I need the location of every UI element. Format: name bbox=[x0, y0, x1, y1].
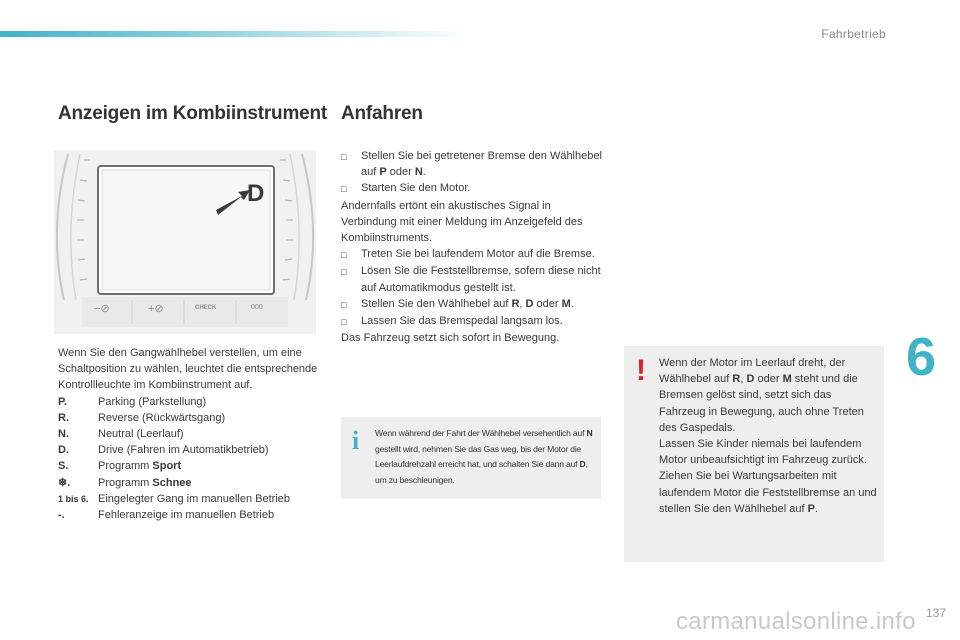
cluster-button-plus: +⊘ bbox=[148, 303, 164, 315]
legend-text: Programm Schnee bbox=[98, 476, 192, 489]
legend-item bbox=[58, 426, 320, 442]
display-description bbox=[58, 345, 320, 523]
checkbox-icon: □ bbox=[341, 184, 347, 195]
legend-text: Eingelegter Gang im manuellen Betrieb bbox=[98, 492, 291, 505]
instruction-step: □ Lösen Sie die Feststellbremse, sofern diese nicht auf Automatikmodus gestellt ist. bbox=[341, 263, 603, 295]
legend-item bbox=[58, 458, 320, 474]
warning-paragraph: Ziehen Sie bei Wartungsarbeiten mit laufendem Motor die Feststellbremse an und stellen Sie den Wählhebel auf P. bbox=[659, 470, 877, 515]
checkbox-icon: □ bbox=[341, 250, 347, 261]
legend-item bbox=[58, 410, 320, 426]
legend-item bbox=[58, 442, 320, 458]
cluster-button-check: CHECK bbox=[195, 305, 217, 311]
legend-item bbox=[58, 491, 320, 507]
cluster-button-minus: −⊘ bbox=[94, 303, 110, 315]
legend-text: Reverse (Rückwärtsgang) bbox=[98, 411, 226, 424]
snowflake-icon: ❄. bbox=[58, 476, 71, 489]
warning-paragraph: Lassen Sie Kinder niemals bei laufendem Motor unbeaufsichtigt im Fahrzeug zurück. bbox=[659, 438, 867, 467]
instruction-step: □ Stellen Sie bei getretener Bremse den Wählhebel auf P oder N. bbox=[341, 148, 603, 180]
section-heading-display: Anzeigen im Kombiinstrument bbox=[58, 103, 328, 124]
start-instructions bbox=[341, 148, 603, 346]
instruction-note: Andernfalls ertönt ein akustisches Signal in Verbindung mit einer Meldung im Anzeigefeld des Kombiinstruments. bbox=[341, 199, 583, 245]
info-box bbox=[341, 417, 601, 499]
legend-text: Neutral (Leerlauf) bbox=[98, 428, 184, 441]
checkbox-icon: □ bbox=[341, 317, 347, 328]
checkbox-icon: □ bbox=[341, 152, 347, 162]
display-intro: Wenn Sie den Gangwählhebel verstellen, um eine Schaltposition zu wählen, leuchtet die entsprechende Kontrollleuchte im Kombiinstrument auf. bbox=[58, 347, 318, 392]
legend-text: Programm Sport bbox=[98, 460, 182, 473]
legend-key: 1 bis 6. bbox=[58, 493, 89, 504]
info-text: Wenn während der Fahrt der Wählhebel versehentlich auf N gestellt wird, nehmen Sie das Gas weg, bis der Motor die Leerlaufdrehzahl erreicht hat, und schalten Sie dann auf D, um zu beschleunigen. bbox=[375, 428, 593, 485]
instruction-step: □ Lassen Sie das Bremspedal langsam los. bbox=[341, 313, 603, 330]
legend-item bbox=[58, 394, 320, 410]
legend-text: Parking (Parkstellung) bbox=[98, 395, 207, 408]
legend-text: Drive (Fahren im Automatikbetrieb) bbox=[98, 444, 269, 457]
instruction-step: □ Stellen Sie den Wählhebel auf R, D oder M. bbox=[341, 296, 603, 313]
gear-indicator-letter: D bbox=[247, 180, 265, 207]
instruction-step: □ Starten Sie den Motor. bbox=[341, 180, 603, 197]
page-number: 137 bbox=[925, 606, 946, 620]
legend-item bbox=[58, 507, 320, 523]
header-accent-bar bbox=[0, 31, 470, 37]
warning-icon: ! bbox=[636, 354, 646, 387]
info-icon: i bbox=[352, 426, 360, 455]
watermark: carmanualsonline.info bbox=[676, 608, 916, 635]
checkbox-icon: □ bbox=[341, 299, 347, 310]
instruction-step: □ Treten Sie bei laufendem Motor auf die Bremse. bbox=[341, 246, 603, 263]
instrument-cluster-illustration bbox=[54, 150, 316, 334]
checkbox-icon: □ bbox=[341, 267, 347, 278]
legend-key: -. bbox=[58, 509, 65, 522]
warning-paragraph: Wenn der Motor im Leerlauf dreht, der Wählhebel auf R, D oder M steht und die Bremsen gelöst sind, setzt sich das Fahrzeug in Bewegung, auch ohne Treten des Gaspedals. bbox=[659, 357, 864, 434]
instruction-result: Das Fahrzeug setzt sich sofort in Bewegung. bbox=[341, 332, 560, 345]
legend-key: R. bbox=[58, 411, 69, 424]
chapter-number: 6 bbox=[906, 327, 937, 387]
section-heading-start: Anfahren bbox=[341, 103, 423, 124]
cluster-button-reset: 000 bbox=[251, 304, 263, 311]
chapter-title: Fahrbetrieb bbox=[821, 27, 886, 41]
legend-text: Fehleranzeige im manuellen Betrieb bbox=[98, 509, 275, 522]
legend-key: S. bbox=[58, 460, 69, 473]
warning-text bbox=[659, 355, 877, 517]
legend-item bbox=[58, 475, 320, 491]
legend-key: N. bbox=[58, 428, 69, 441]
warning-box bbox=[624, 346, 884, 562]
legend-key: P. bbox=[58, 395, 67, 408]
gear-legend bbox=[58, 394, 320, 524]
legend-key: D. bbox=[58, 444, 69, 457]
